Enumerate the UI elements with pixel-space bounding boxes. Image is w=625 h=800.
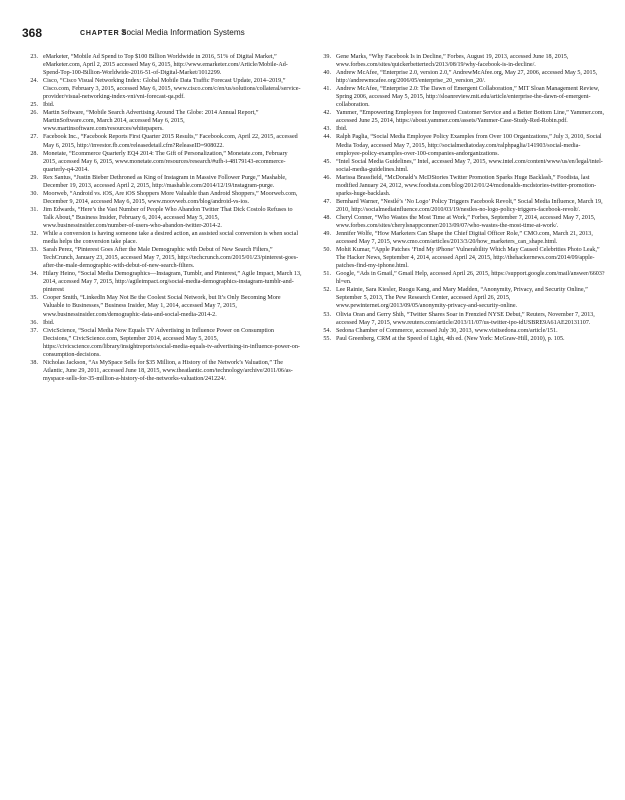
- endnote-number: 31 .: [20, 206, 38, 214]
- endnote-number: 28 .: [20, 150, 38, 158]
- endnote-text: Rex Santus, “Justin Bieber Dethroned as King of Instagram in Massive Follower Purge,” Mashable, December 19, 2013, accessed April 2, 2015, http://mashable.com/2014/12/19/instagram-purge.: [43, 174, 287, 189]
- endnote-number: 42 .: [313, 109, 331, 117]
- endnote-text: Moorweb, “Android vs. iOS, Are iOS Shoppers More Valuable than Android Shoppers,” Moorweb.com, December 9, 2014, accessed May 6, 2015, www.moovweb.com/blog/android-vs-ios.: [43, 190, 298, 205]
- endnote-number: 29 .: [20, 174, 38, 182]
- endnote-text: Facebook Inc., “Facebook Reports First Quarter 2015 Results,” Facebook.com, April 22, 2015, accessed May 6, 2015, http://investor.fb.com/releasedetail.cfm?ReleaseID=908022.: [43, 134, 298, 149]
- chapter-title: Social Media Information Systems: [121, 28, 245, 37]
- endnote: [313, 335, 605, 343]
- endnote: [20, 174, 302, 190]
- endnote-number: 37 .: [20, 327, 38, 335]
- notes-column-right: [313, 53, 605, 343]
- notes-column-left: [20, 53, 302, 383]
- endnote-text: Ibid.: [43, 319, 55, 326]
- endnote: [20, 101, 302, 109]
- endnote-text: Mohit Kumar, “Apple Patches ‘Find My iPhone’ Vulnerability Which May Caused Celebrities Photo Leak,” The Hacker News, September 4, 2014, accessed April 24, 2015, http://thehackernews.com/2014/09/apple-patches-find-my-iphone.html.: [336, 247, 600, 270]
- endnote-number: 44 .: [313, 133, 331, 141]
- endnote-number: 23 .: [20, 53, 38, 61]
- endnote: [313, 174, 605, 198]
- page-number: 368: [22, 26, 43, 40]
- endnote-text: Ibid.: [336, 126, 348, 133]
- endnote: [313, 158, 605, 174]
- endnote: [20, 53, 302, 77]
- endnote-number: 55 .: [313, 335, 331, 343]
- endnote-text: Yammer, “Empowering Employees for Improved Customer Service and a Better Bottom Line,” Yammer.com, accessed June 25, 2014, https://about.yammer.com/assets/Yammer-Case-Study-Red-Robin.pdf.: [336, 110, 605, 125]
- endnote-text: Cisco, “Cisco Visual Networking Index: Global Mobile Data Traffic Forecast Update, 2014–2019,” Cisco.com, February 3, 2015, accessed May 6, 2015, www.cisco.com/c/en/us/solutions/collateral/service-provider/visual-networking-index-vni/vni-forecast-qa.pdf.: [43, 78, 301, 101]
- endnote-number: 40 .: [313, 69, 331, 77]
- endnote: [20, 190, 302, 206]
- endnote: [313, 270, 605, 286]
- endnote-number: 39 .: [313, 53, 331, 61]
- endnote-text: “Intel Social Media Guidelines,” Intel, accessed May 7, 2015, www.intel.com/content/www/us/en/legal/intel-social-media-guidelines.html.: [336, 158, 603, 173]
- page-header: [22, 26, 612, 42]
- endnote-text: Martin Software, “Mobile Search Advertising Around The Globe: 2014 Annual Report,” MartinSoftware.com, March 2014, accessed May 6, 2015, www.martinsoftware.com/resources/whitepapers.: [43, 110, 259, 133]
- endnote-number: 30 .: [20, 190, 38, 198]
- endnote-number: 52 .: [313, 286, 331, 294]
- endnote-text: Sarah Perez, “Pinterest Goes After the Male Demographic with Debut of New Search Filters,” TechCrunch, January 23, 2015, accessed May 7, 2015, http://techcrunch.com/2015/01/23/pinterest-goes-after-the-male-demographic-with-debut-of-new-search-filters.: [43, 247, 299, 270]
- endnote-number: 36 .: [20, 319, 38, 327]
- endnote-text: Sedona Chamber of Commerce, accessed July 30, 2013, www.visitsedona.com/article/151.: [336, 327, 558, 334]
- endnote-number: 38 .: [20, 359, 38, 367]
- endnote-number: 41 .: [313, 85, 331, 93]
- endnote-text: Marissa Brassfield, “McDonald’s McDStories Twitter Promotion Sparks Huge Backlash,” Foodista, last modified January 24, 2012, www.foodista.com/blog/2012/01/24/mcdonalds-mcdstories-twitter-promotion-sparks-huge-backlash.: [336, 174, 597, 197]
- endnote: [20, 319, 302, 327]
- endnote-number: 25 .: [20, 101, 38, 109]
- endnote-number: 32 .: [20, 230, 38, 238]
- endnote-number: 49 .: [313, 230, 331, 238]
- endnote-number: 54 .: [313, 327, 331, 335]
- endnote-text: Nicholas Jackson, “As MySpace Sells for $35 Million, a History of the Network’s Valuation,” The Atlantic, June 29, 2011, accessed June 18, 2015, www.theatlantic.com/technology/archive/2011/06/as-myspace-sells-for-35-million-a-history-of-the-networks-valuation/241224/.: [43, 359, 293, 382]
- endnote: [313, 125, 605, 133]
- endnote: [313, 214, 605, 230]
- endnote-text: CivicScience, “Social Media Now Equals TV Advertising in Influence Power on Consumption Decisions,” CivicScience.com, September 2014, accessed May 5, 2015, https://civicscience.com/library/insightreports/social-media-equals-tv-advertising-in-influence-power-on-consumption-decisions.: [43, 327, 300, 358]
- endnote-number: 35 .: [20, 294, 38, 302]
- endnote: [313, 85, 605, 109]
- endnote: [20, 359, 302, 383]
- endnote: [20, 294, 302, 318]
- endnote-text: Jim Edwards, “Here’s the Vast Number of People Who Abandon Twitter That Dick Costolo Refuses to Talk About,” Business Insider, February 6, 2014, accessed May 5, 2015, www.businessinsider.com/number-of-users-who-abandon-twitter-2014-2.: [43, 206, 293, 229]
- endnote: [20, 150, 302, 174]
- endnote-number: 24 .: [20, 77, 38, 85]
- endnote: [20, 77, 302, 101]
- endnote-text: Monetate, “Ecommerce Quarterly EQ4 2014: The Gift of Personalization,” Monetate.com, February 2015, accessed May 6, 2015, www.monetate.com/resources/research/#ufh-i-48179143-ecommerce-quarterly-q4-2014.: [43, 150, 288, 173]
- endnote: [313, 198, 605, 214]
- endnote-number: 53 .: [313, 311, 331, 319]
- endnote-text: Andrew McAfee, “Enterprise 2.0, version 2.0,” AndrewMcAfee.org, May 27, 2006, accessed May 5, 2015, http://andrewmcafee.org/2006/05/enterprise_20_version_20/.: [336, 70, 598, 85]
- endnote: [313, 109, 605, 125]
- endnote: [313, 53, 605, 69]
- chapter-label: CHAPTER 8: [80, 30, 127, 37]
- endnote-text: While a conversion is having someone take a desired action, an assisted social conversion is when social media helps the conversion take place.: [43, 231, 299, 246]
- endnote-number: 33 .: [20, 246, 38, 254]
- endnote-number: 48 .: [313, 214, 331, 222]
- endnote-text: Andrew McAfee, “Enterprise 2.0: The Dawn of Emergent Collaboration,” MIT Sloan Management Review, Spring 2006, accessed May 5, 2015, http://sloanreview.mit.edu/article/enterprise-the-dawn-of-emergent-collaboration.: [336, 86, 600, 109]
- endnote-number: 51 .: [313, 270, 331, 278]
- endnote-number: 34 .: [20, 270, 38, 278]
- endnote-number: 47 .: [313, 198, 331, 206]
- endnote-text: Hilary Heino, “Social Media Demographics—Instagram, Tumblr, and Pinterest,” Agile Impact, March 13, 2014, accessed May 7, 2015, http://agileimpact.org/social-media-demographics-instagram-tumblr-and-pinterest: [43, 271, 302, 294]
- endnote-text: Cheryl Conner, “Who Wastes the Most Time at Work,” Forbes, September 7, 2014, accessed May 7, 2015, www.forbes.com/sites/cherylsnappconner/2013/09/07/who-wastes-the-most-time-at-work/.: [336, 214, 596, 229]
- endnote-text: Jennifer Wolfe, “How Marketers Can Shape the Chief Digital Officer Role,” CMO.com, March 21, 2013, accessed May 7, 2015, www.cmo.com/articles/2013/3/20/how_marketers_can_shape.html.: [336, 231, 593, 246]
- endnote: [20, 206, 302, 230]
- endnote-text: Gene Marks, “Why Facebook Is in Decline,” Forbes, August 19, 2013, accessed June 18, 2015, www.forbes.com/sites/quickerbettertech/2013/08/19/why-facebook-is-in-decline/.: [336, 54, 569, 69]
- endnote-text: Cooper Smith, “LinkedIn May Not Be the Coolest Social Network, but It’s Only Becoming More Valuable to Businesses,” Business Insider, May 1, 2014, accessed May 7, 2015, www.businessinsider.com/demographic-data-and-social-media-2014-2.: [43, 295, 281, 318]
- endnote: [20, 270, 302, 294]
- endnote-number: 50 .: [313, 246, 331, 254]
- endnote: [313, 286, 605, 310]
- endnote-number: 46 .: [313, 174, 331, 182]
- endnote: [313, 327, 605, 335]
- endnote-text: Bernhard Warner, “Nestlé’s ‘No Logo’ Policy Triggers Facebook Revolt,” Social Media Influence, March 19, 2010, http://socialmediainfluence.com/2010/03/19/nestles-no-logo-policy-triggers-facebook-revolt/.: [336, 198, 603, 213]
- endnote-number: 43 .: [313, 125, 331, 133]
- endnote: [20, 230, 302, 246]
- endnote-text: Olivia Oran and Gerry Shih, “Twitter Shares Soar in Frenzied NYSE Debut,” Reuters, November 7, 2013, accessed May 7, 2015, www.reuters.com/article/2013/11/07/us-twitter-ipo-idUSBRE9A61AE20131107.: [336, 311, 595, 326]
- endnote-text: Google, “Ads in Gmail,” Gmail Help, accessed April 26, 2015, https://support.google.com/mail/answer/6603?hl=en.: [336, 271, 605, 286]
- endnote-text: Paul Greenberg, CRM at the Speed of Light, 4th ed. (New York: McGraw-Hill, 2010), p. 105.: [336, 335, 565, 342]
- endnote: [20, 246, 302, 270]
- endnote: [20, 327, 302, 359]
- endnote-text: eMarketer, “Mobile Ad Spend to Top $100 Billion Worldwide in 2016, 51% of Digital Market,” eMarketer.com, April 2, 2015 accessed May 6, 2015, http://www.emarketer.com/Article/Mobile-Ad-Spend-Top-100-Billion-Worldwide-2016-51-of-Digital-Market/1012299.: [43, 54, 288, 77]
- endnote-text: Lee Rainie, Sara Kiesler, Ruogu Kang, and Mary Madden, “Anonymity, Privacy, and Security Online,” September 5, 2013, The Pew Research Center, accessed April 26, 2015, www.pewinternet.org/2013/09/05/anonymity-privacy-and-security-online.: [336, 287, 588, 310]
- endnote: [313, 246, 605, 270]
- endnote: [313, 133, 605, 157]
- endnote-number: 26 .: [20, 109, 38, 117]
- endnote: [20, 109, 302, 133]
- endnote-number: 45 .: [313, 158, 331, 166]
- endnote-text: Ralph Paglia, “Social Media Employee Policy Examples from Over 100 Organizations,” July 3, 2010, Social Media Today, accessed May 7, 2015, http://socialmediatoday.com/ralphpaglia/141903/social-media-employee-policy-examples-over-100-companies-andorganizations.: [336, 134, 602, 157]
- endnote-number: 27 .: [20, 133, 38, 141]
- endnote-text: Ibid.: [43, 102, 55, 109]
- endnote: [313, 311, 605, 327]
- endnote: [20, 133, 302, 149]
- endnote: [313, 69, 605, 85]
- endnote: [313, 230, 605, 246]
